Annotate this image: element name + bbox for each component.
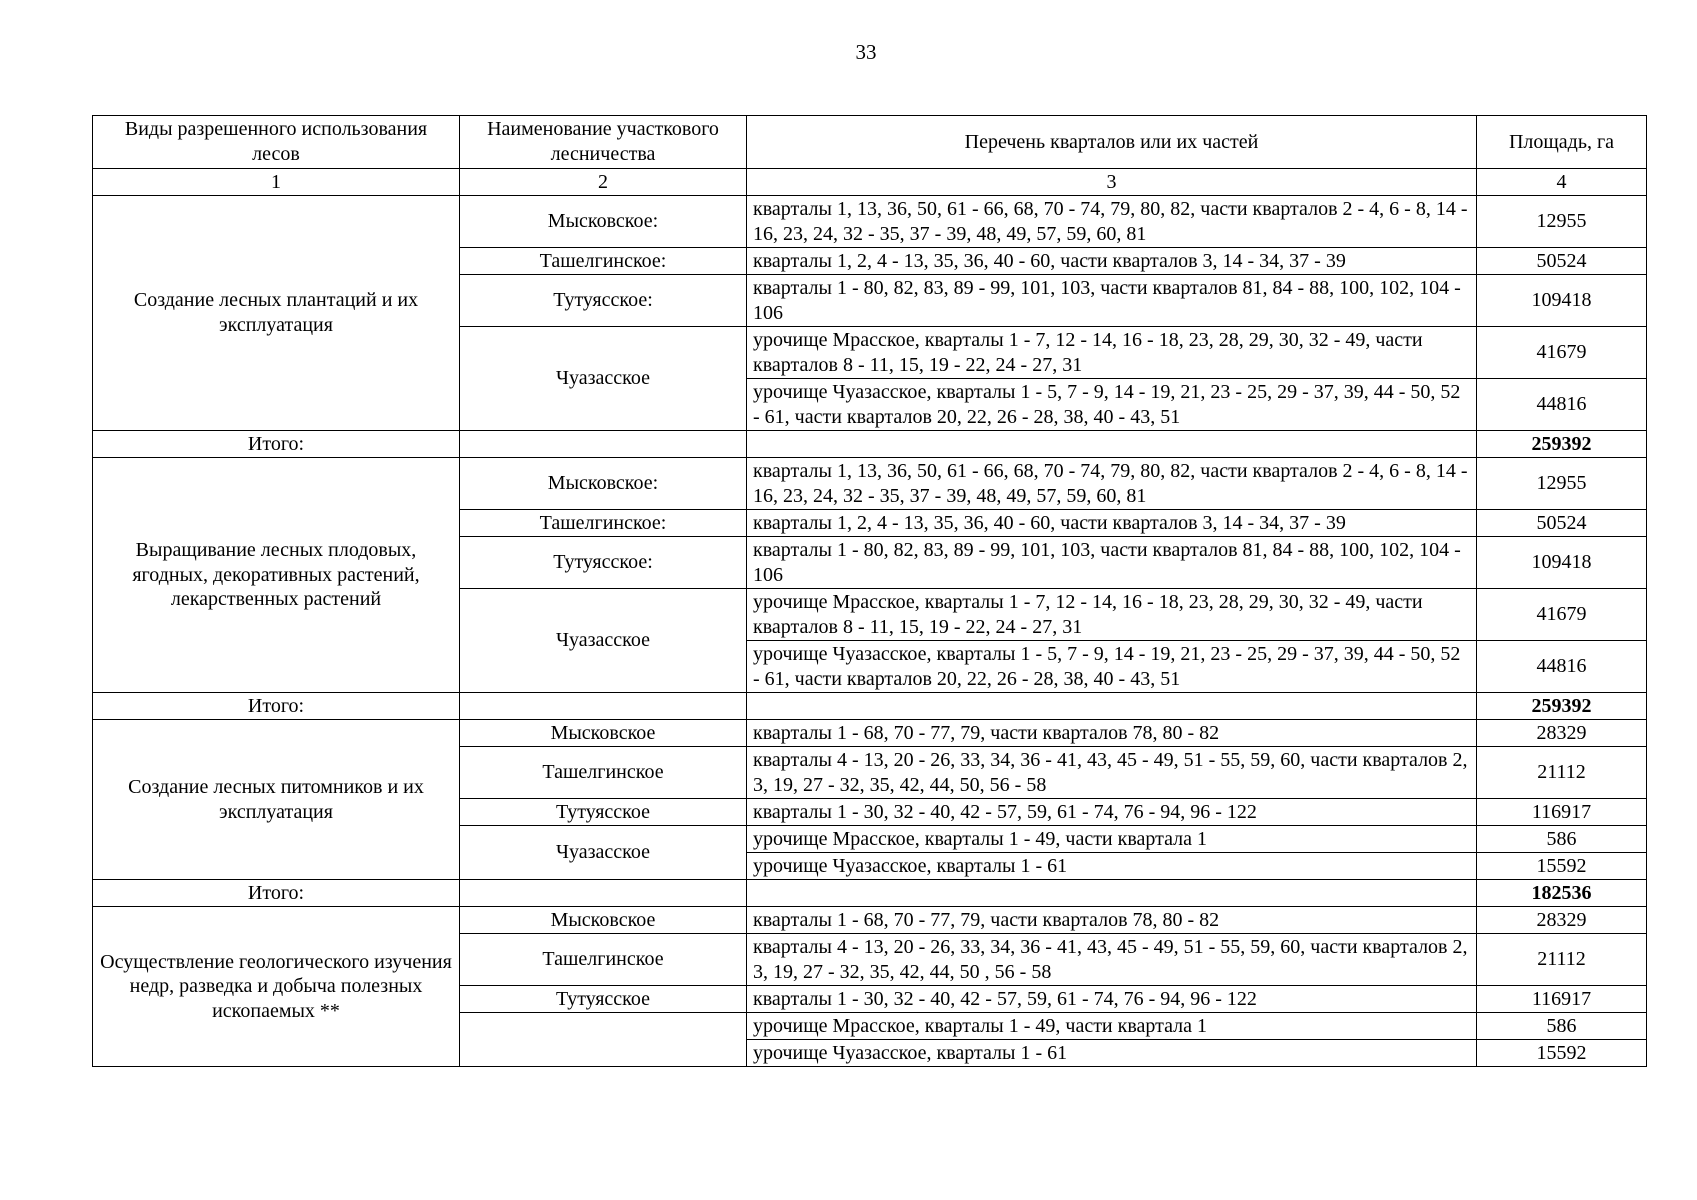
- column-number-row: [93, 169, 1647, 196]
- forestry-cell: Мысковское: [460, 720, 747, 747]
- quarters-cell: кварталы 1 - 68, 70 - 77, 79, части кварталов 78, 80 - 82: [747, 720, 1477, 747]
- quarters-cell: кварталы 1 - 30, 32 - 40, 42 - 57, 59, 61 - 74, 76 - 94, 96 - 122: [747, 799, 1477, 826]
- quarters-cell: кварталы 1 - 80, 82, 83, 89 - 99, 101, 103, части кварталов 81, 84 - 88, 100, 102, 104 - 106: [747, 275, 1477, 327]
- total-value: 182536: [1477, 880, 1647, 907]
- area-cell: 15592: [1477, 853, 1647, 880]
- use-type-cell: Создание лесных плантаций и их эксплуатация: [93, 196, 460, 431]
- area-cell: 116917: [1477, 799, 1647, 826]
- column-number: 3: [747, 169, 1477, 196]
- total-label: Итого:: [93, 880, 460, 907]
- quarters-cell: урочище Мрасское, кварталы 1 - 7, 12 - 14, 16 - 18, 23, 28, 29, 30, 32 - 49, части кварталов 8 - 11, 15, 19 - 22, 24 - 27, 31: [747, 327, 1477, 379]
- area-cell: 50524: [1477, 248, 1647, 275]
- table-row: [93, 720, 1647, 747]
- use-type-cell: Создание лесных питомников и их эксплуатация: [93, 720, 460, 880]
- area-cell: 28329: [1477, 907, 1647, 934]
- quarters-cell: кварталы 1, 2, 4 - 13, 35, 36, 40 - 60, части кварталов 3, 14 - 34, 37 - 39: [747, 248, 1477, 275]
- total-value: 259392: [1477, 431, 1647, 458]
- forestry-cell: Ташелгинское:: [460, 248, 747, 275]
- total-label: Итого:: [93, 431, 460, 458]
- quarters-cell: кварталы 4 - 13, 20 - 26, 33, 34, 36 - 41, 43, 45 - 49, 51 - 55, 59, 60, части кварталов 2, 3, 19, 27 - 32, 35, 42, 44, 50, 56 - 58: [747, 747, 1477, 799]
- area-cell: 41679: [1477, 589, 1647, 641]
- use-type-cell: Осуществление геологического изучения недр, разведка и добыча полезных ископаемых **: [93, 907, 460, 1067]
- forestry-cell: Тутуясское:: [460, 275, 747, 327]
- area-cell: 15592: [1477, 1040, 1647, 1067]
- total-row: [93, 693, 1647, 720]
- empty-cell: [747, 431, 1477, 458]
- area-cell: 44816: [1477, 641, 1647, 693]
- forestry-cell: Чуазасское: [460, 327, 747, 431]
- area-cell: 109418: [1477, 537, 1647, 589]
- quarters-cell: кварталы 4 - 13, 20 - 26, 33, 34, 36 - 41, 43, 45 - 49, 51 - 55, 59, 60, части кварталов 2, 3, 19, 27 - 32, 35, 42, 44, 50 , 56 - 58: [747, 934, 1477, 986]
- quarters-cell: кварталы 1 - 68, 70 - 77, 79, части кварталов 78, 80 - 82: [747, 907, 1477, 934]
- forestry-cell: Чуазасское: [460, 589, 747, 693]
- column-number: 1: [93, 169, 460, 196]
- area-cell: 41679: [1477, 327, 1647, 379]
- use-type-cell: Выращивание лесных плодовых, ягодных, декоративных растений, лекарственных растений: [93, 458, 460, 693]
- quarters-cell: кварталы 1 - 30, 32 - 40, 42 - 57, 59, 61 - 74, 76 - 94, 96 - 122: [747, 986, 1477, 1013]
- total-value: 259392: [1477, 693, 1647, 720]
- quarters-cell: урочище Чуазасское, кварталы 1 - 5, 7 - 9, 14 - 19, 21, 23 - 25, 29 - 37, 39, 44 - 50, 52 - 61, части кварталов 20, 22, 26 - 28, 38, 40 - 43, 51: [747, 641, 1477, 693]
- area-cell: 21112: [1477, 934, 1647, 986]
- area-cell: 586: [1477, 826, 1647, 853]
- table-row: [93, 458, 1647, 510]
- area-cell: 21112: [1477, 747, 1647, 799]
- quarters-cell: урочище Чуазасское, кварталы 1 - 61: [747, 853, 1477, 880]
- forestry-cell: Тутуясское:: [460, 537, 747, 589]
- area-cell: 116917: [1477, 986, 1647, 1013]
- page-number: 33: [855, 40, 877, 64]
- empty-cell: [747, 693, 1477, 720]
- header-use-type: Виды разрешенного использования лесов: [93, 116, 460, 169]
- forestry-cell: Мысковское:: [460, 458, 747, 510]
- forestry-cell: Тутуясское: [460, 799, 747, 826]
- forestry-cell: Тутуясское: [460, 986, 747, 1013]
- column-number: 2: [460, 169, 747, 196]
- area-cell: 12955: [1477, 458, 1647, 510]
- header-forestry: Наименование участкового лесничества: [460, 116, 747, 169]
- empty-cell: [747, 880, 1477, 907]
- quarters-cell: кварталы 1 - 80, 82, 83, 89 - 99, 101, 103, части кварталов 81, 84 - 88, 100, 102, 104 - 106: [747, 537, 1477, 589]
- quarters-cell: кварталы 1, 2, 4 - 13, 35, 36, 40 - 60, части кварталов 3, 14 - 34, 37 - 39: [747, 510, 1477, 537]
- header-quarters: Перечень кварталов или их частей: [747, 116, 1477, 169]
- quarters-cell: урочище Чуазасское, кварталы 1 - 5, 7 - 9, 14 - 19, 21, 23 - 25, 29 - 37, 39, 44 - 50, 52 - 61, части кварталов 20, 22, 26 - 28, 38, 40 - 43, 51: [747, 379, 1477, 431]
- quarters-cell: урочище Мрасское, кварталы 1 - 49, части квартала 1: [747, 1013, 1477, 1040]
- forestry-cell: Ташелгинское: [460, 934, 747, 986]
- forestry-cell: [460, 1013, 747, 1067]
- forestry-cell: Ташелгинское:: [460, 510, 747, 537]
- table-row: [93, 907, 1647, 934]
- forestry-cell: Чуазасское: [460, 826, 747, 880]
- forestry-cell: Мысковское:: [460, 196, 747, 248]
- quarters-cell: кварталы 1, 13, 36, 50, 61 - 66, 68, 70 - 74, 79, 80, 82, части кварталов 2 - 4, 6 - 8, 14 - 16, 23, 24, 32 - 35, 37 - 39, 48, 49, 57, 59, 60, 81: [747, 458, 1477, 510]
- total-row: [93, 880, 1647, 907]
- quarters-cell: урочище Мрасское, кварталы 1 - 49, части квартала 1: [747, 826, 1477, 853]
- area-cell: 109418: [1477, 275, 1647, 327]
- forest-use-table: [92, 115, 1647, 1067]
- total-row: [93, 431, 1647, 458]
- forestry-cell: Ташелгинское: [460, 747, 747, 799]
- area-cell: 44816: [1477, 379, 1647, 431]
- column-number: 4: [1477, 169, 1647, 196]
- total-label: Итого:: [93, 693, 460, 720]
- empty-cell: [460, 431, 747, 458]
- header-area: Площадь, га: [1477, 116, 1647, 169]
- quarters-cell: урочище Мрасское, кварталы 1 - 7, 12 - 14, 16 - 18, 23, 28, 29, 30, 32 - 49, части кварталов 8 - 11, 15, 19 - 22, 24 - 27, 31: [747, 589, 1477, 641]
- area-cell: 28329: [1477, 720, 1647, 747]
- empty-cell: [460, 693, 747, 720]
- header-row: [93, 116, 1647, 169]
- empty-cell: [460, 880, 747, 907]
- table-row: [93, 196, 1647, 248]
- quarters-cell: урочище Чуазасское, кварталы 1 - 61: [747, 1040, 1477, 1067]
- area-cell: 586: [1477, 1013, 1647, 1040]
- quarters-cell: кварталы 1, 13, 36, 50, 61 - 66, 68, 70 - 74, 79, 80, 82, части кварталов 2 - 4, 6 - 8, 14 - 16, 23, 24, 32 - 35, 37 - 39, 48, 49, 57, 59, 60, 81: [747, 196, 1477, 248]
- forestry-cell: Мысковское: [460, 907, 747, 934]
- area-cell: 12955: [1477, 196, 1647, 248]
- area-cell: 50524: [1477, 510, 1647, 537]
